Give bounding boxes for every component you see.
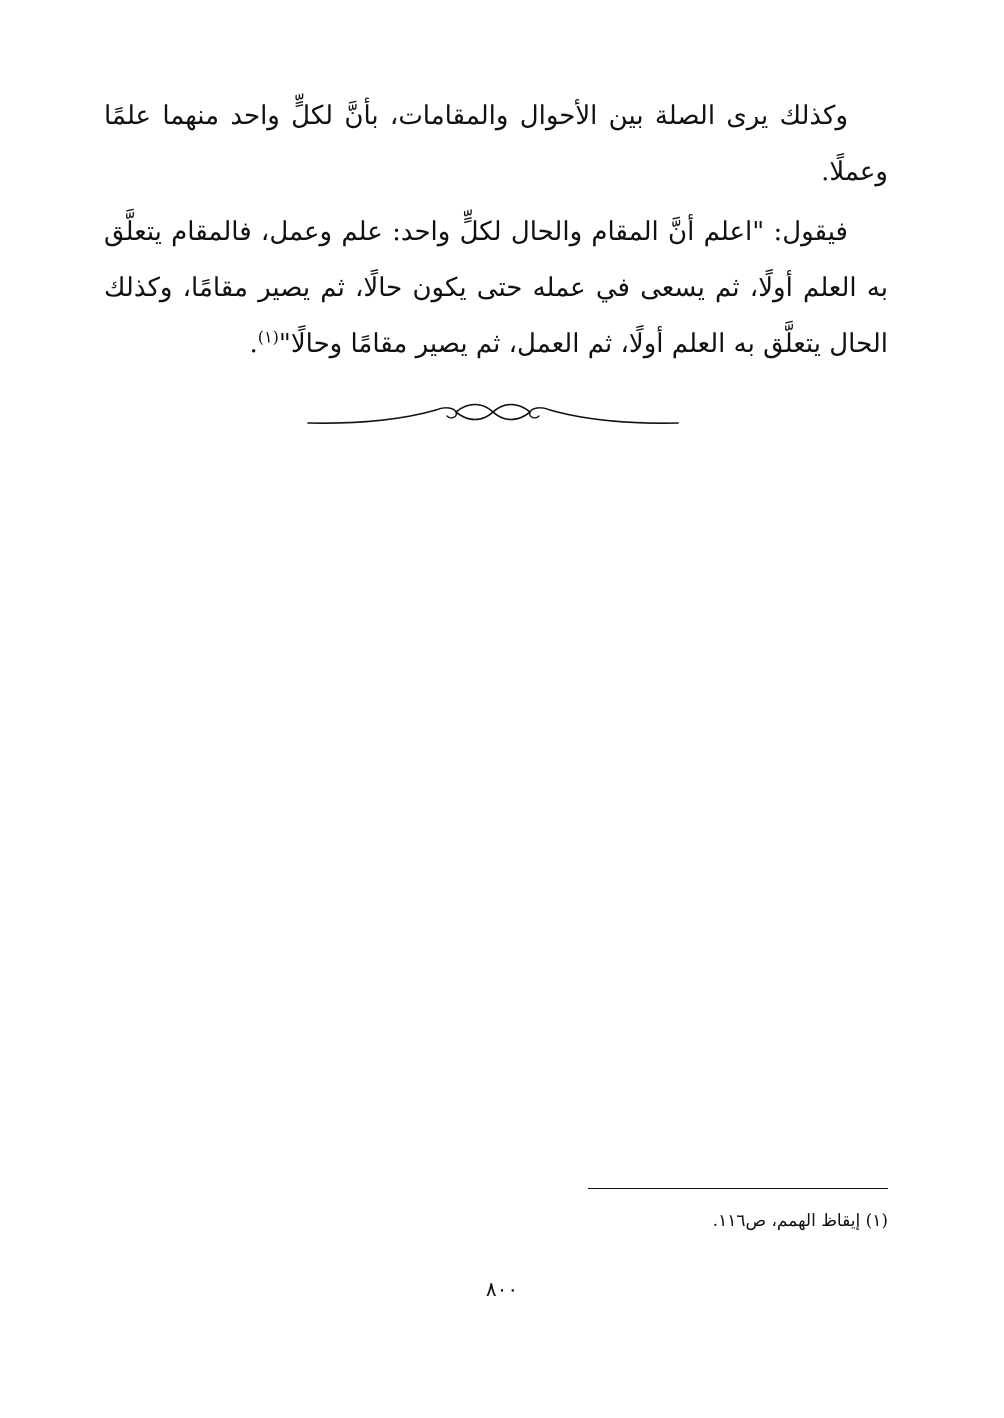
body-text <box>104 88 888 376</box>
paragraph-2 <box>104 204 888 372</box>
footnote-reference[interactable]: (١) <box>257 327 279 347</box>
footnote-divider <box>588 1188 888 1189</box>
paragraph-2-end: . <box>249 329 258 359</box>
paragraph-1 <box>104 88 888 200</box>
section-divider-ornament-icon <box>306 398 680 438</box>
footnote: (١) إيقاظ الهمم، ص١١٦. <box>712 1211 888 1231</box>
paragraph-2-text: فيقول: "اعلم أنَّ المقام والحال لكلٍّ واحد: علم وعمل، فالمقام يتعلَّق به العلم أولًا، ثم يسعى في عمله حتى يكون حالًا، ثم يصير مقامًا، وكذلك الحال يتعلَّق به العلم أولًا، ثم العمل، ثم يصير مقامًا وحالًا" <box>104 217 888 359</box>
page-number: ٨٠٠ <box>485 1277 519 1301</box>
paragraph-1-text: وكذلك يرى الصلة بين الأحوال والمقامات، بأنَّ لكلٍّ واحد منهما علمًا وعملًا. <box>104 101 888 187</box>
